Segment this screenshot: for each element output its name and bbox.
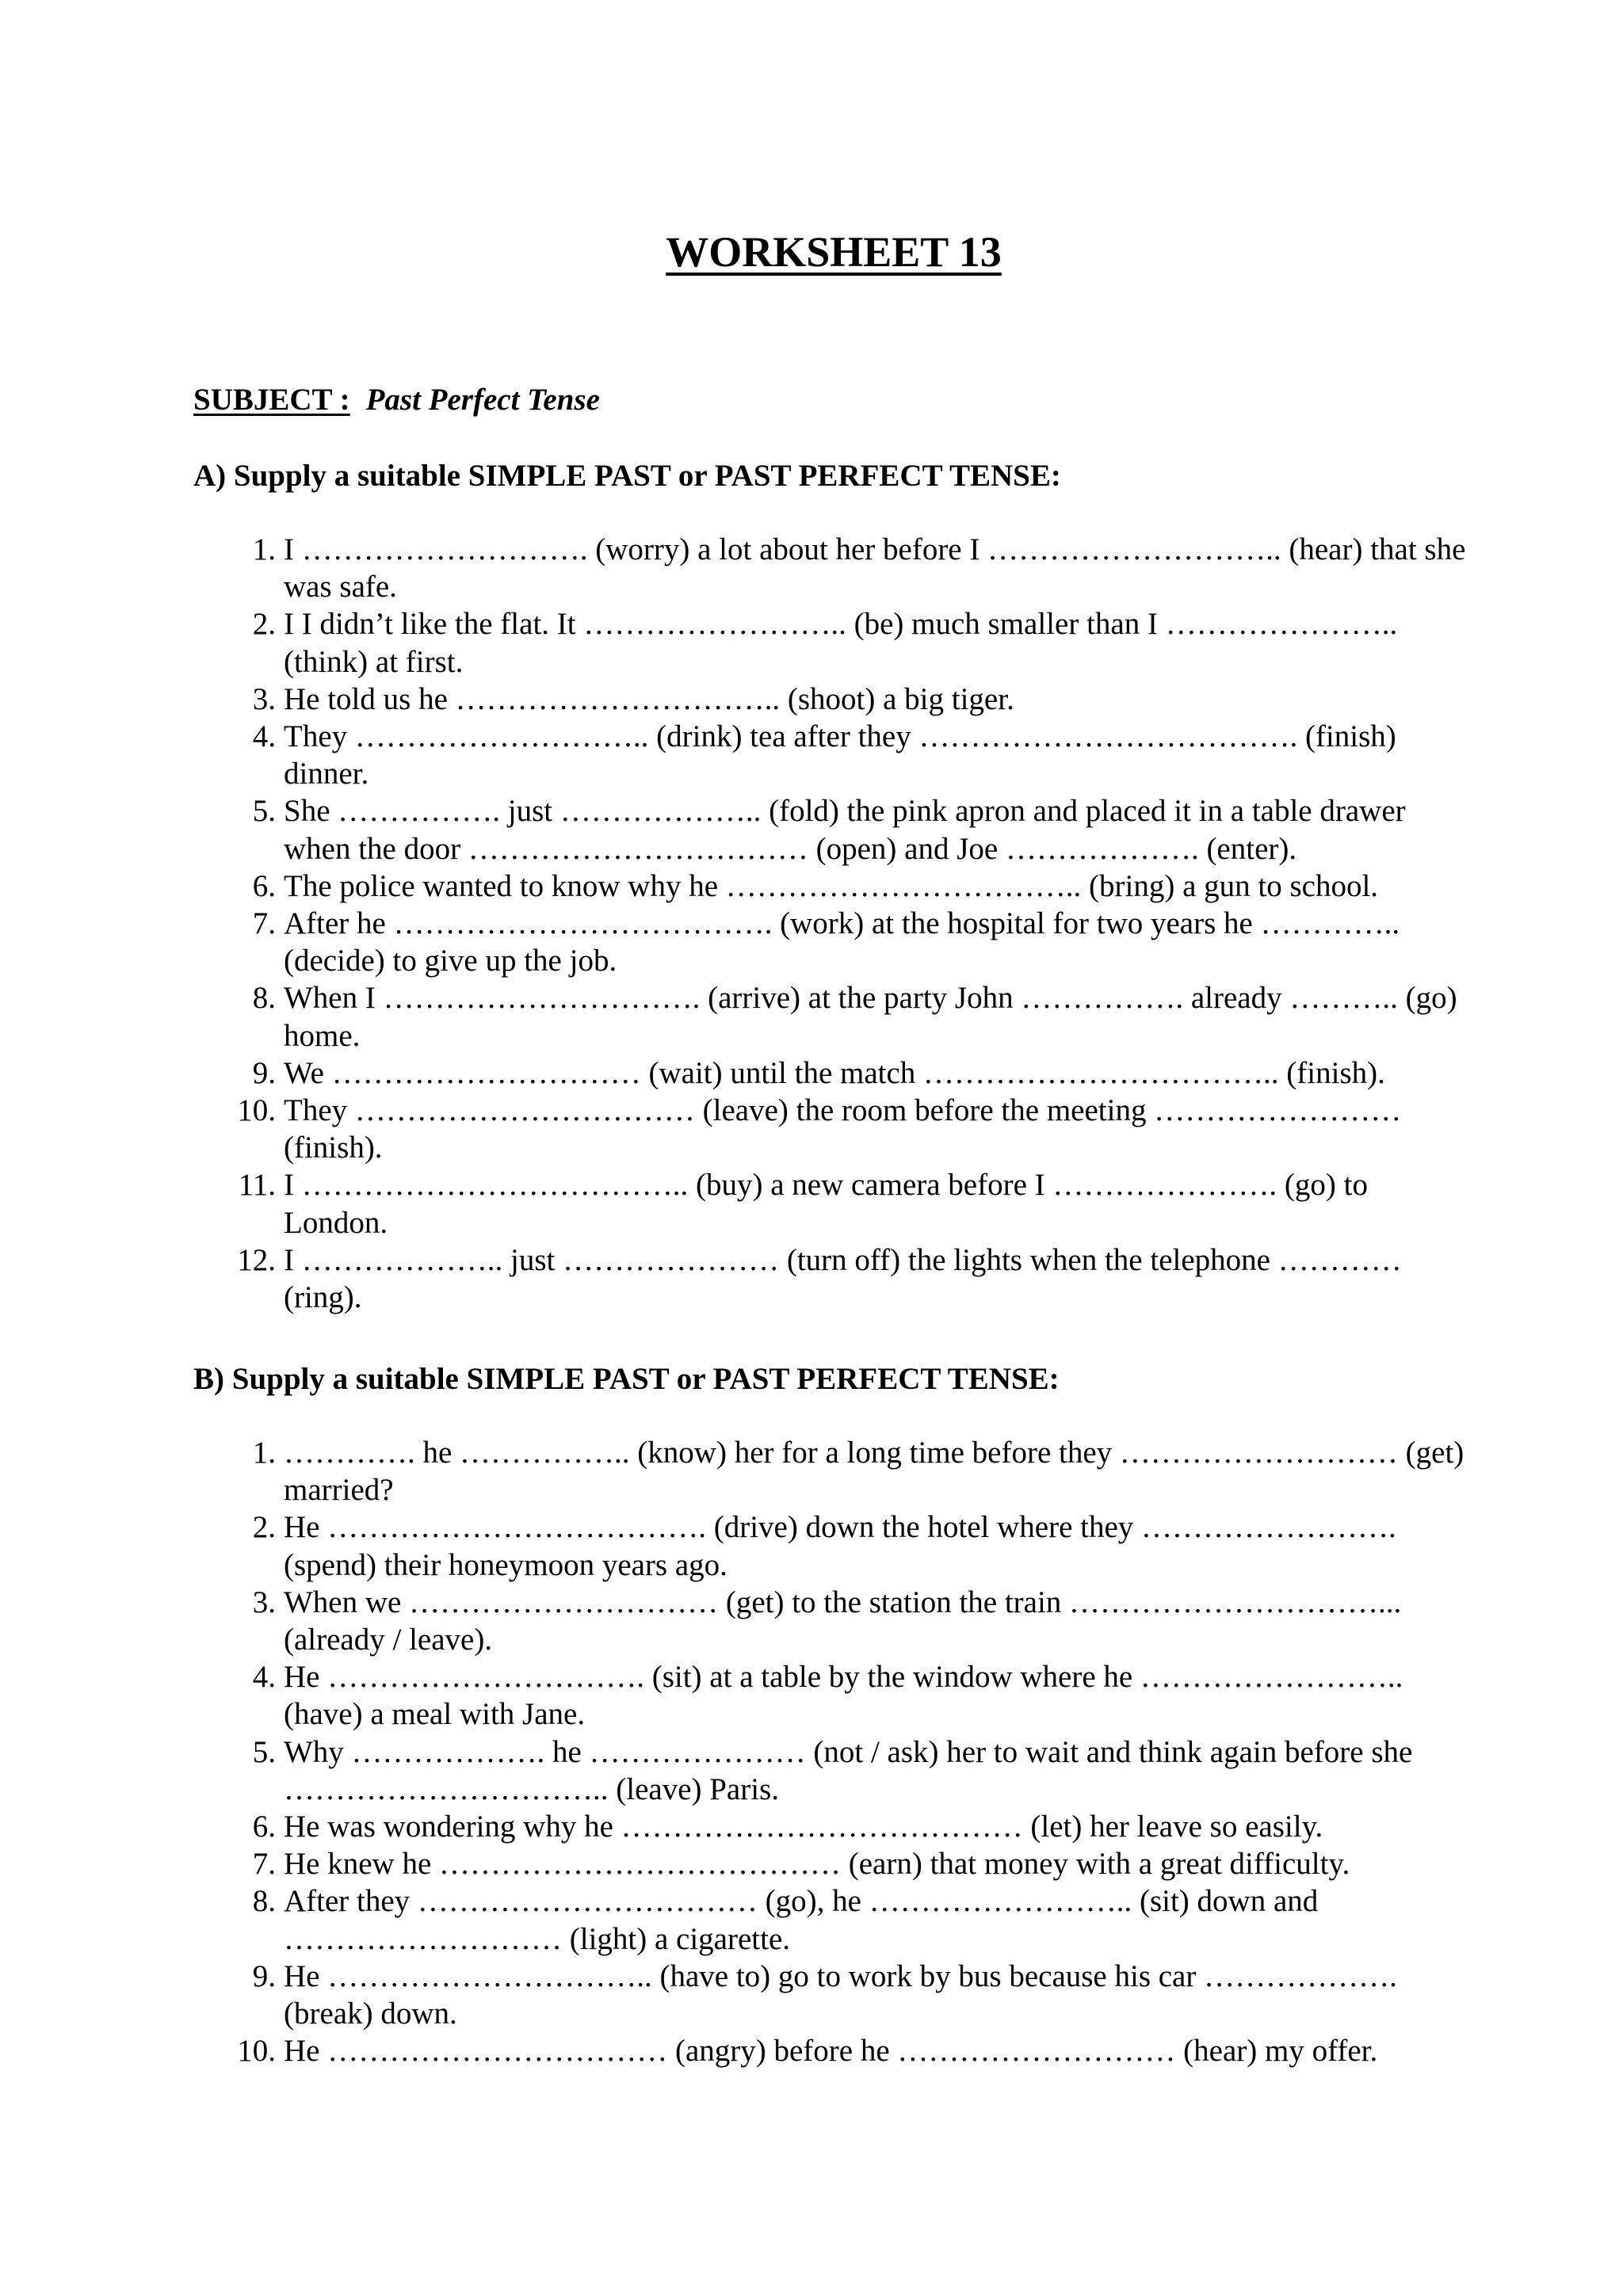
section-b-exercise-item (222, 1808, 1474, 1845)
exercise-number: 3. (252, 681, 276, 716)
section-a-exercise-list (222, 531, 1474, 1316)
exercise-text: After he ………………………………. (work) at the hospital for two years he ………….. (decide) to give up the job. (284, 906, 1400, 978)
exercise-number: 2. (252, 1510, 276, 1545)
exercise-text: Why ………………. he ………………… (not / ask) her to wait and think again before she ………………………….. (leave) Paris. (284, 1734, 1413, 1806)
section-b-exercise-item (222, 1845, 1474, 1882)
exercise-text: We ………………………… (wait) until the match …………………………….. (finish). (284, 1055, 1385, 1090)
exercise-text: The police wanted to know why he …………………………….. (bring) a gun to school. (284, 868, 1379, 903)
section-a-exercise-item (222, 1092, 1474, 1166)
exercise-text: He ………………………….. (have to) go to work by bus because his car ………………. (break) down. (284, 1958, 1397, 2031)
exercise-number: 8. (252, 1884, 276, 1919)
section-a-exercise-item (222, 905, 1474, 979)
section-a-exercise-item (222, 979, 1474, 1054)
exercise-text: I I didn’t like the flat. It …………………….. (be) much smaller than I ………………….. (think) at first. (284, 607, 1398, 679)
section-b-exercise-item (222, 1882, 1474, 1957)
section-a-exercise-item (222, 1055, 1474, 1092)
exercise-text: …………. he …………….. (know) her for a long time before they ……………………… (get) married? (284, 1436, 1465, 1508)
exercise-number: 1. (252, 532, 276, 566)
exercise-number: 6. (252, 868, 276, 903)
exercise-number: 6. (252, 1810, 276, 1844)
exercise-number: 1. (252, 1436, 276, 1470)
section-a-exercise-item (222, 1166, 1474, 1241)
exercise-text: I ………………………. (worry) a lot about her before I ……………………….. (hear) that she was safe. (284, 532, 1466, 605)
section-b-exercise-item (222, 1658, 1474, 1733)
section-a-exercise-item (222, 868, 1474, 905)
exercise-text: They …………………………… (leave) the room before the meeting …………………… (finish). (284, 1093, 1402, 1165)
exercise-number: 8. (252, 981, 276, 1016)
section-a-exercise-item (222, 531, 1474, 605)
exercise-number: 5. (252, 794, 276, 829)
exercise-text: When we ………………………… (get) to the station the train …………………………... (already / leave). (284, 1585, 1402, 1657)
section-b-exercise-list (222, 1434, 1474, 2069)
section-b-heading: B) Supply a suitable SIMPLE PAST or PAST PERFECT TENSE: (193, 1362, 1060, 1396)
exercise-text: I ……………………………….. (buy) a new camera before I …………………. (go) to London. (284, 1168, 1368, 1240)
section-a-exercise-item (222, 1241, 1474, 1316)
exercise-number: 3. (252, 1585, 276, 1619)
subject-line (193, 382, 600, 418)
section-b-exercise-item (222, 1733, 1474, 1808)
exercise-number: 11. (238, 1168, 276, 1203)
section-a-exercise-item (222, 792, 1474, 867)
exercise-number: 9. (252, 1958, 276, 1993)
exercise-text: He was wondering why he ………………………………… (let) her leave so easily. (284, 1810, 1323, 1844)
section-a-exercise-item (222, 681, 1474, 718)
exercise-number: 10. (237, 1093, 276, 1128)
section-b-exercise-item (222, 1958, 1474, 2032)
exercise-text: She ……………. just ……………….. (fold) the pink apron and placed it in a table drawer when the door …………………………… (open) and Joe ………………. (enter). (284, 794, 1406, 866)
exercise-text: I ……………….. just ………………… (turn off) the lights when the telephone ………… (ring). (284, 1242, 1402, 1315)
exercise-number: 7. (252, 1847, 276, 1882)
exercise-text: He told us he ………………………….. (shoot) a big tiger. (284, 681, 1014, 716)
exercise-text: They ……………………….. (drink) tea after they ………………………………. (finish) dinner. (284, 719, 1396, 791)
section-b-exercise-item (222, 1508, 1474, 1583)
exercise-number: 4. (252, 719, 276, 754)
exercise-number: 4. (252, 1660, 276, 1695)
exercise-number: 7. (252, 906, 276, 941)
worksheet-title: WORKSHEET 13 (666, 228, 1002, 276)
exercise-number: 5. (252, 1734, 276, 1769)
section-b-exercise-item (222, 1434, 1474, 1508)
exercise-number: 12. (237, 1242, 276, 1277)
section-b-exercise-item (222, 2032, 1474, 2069)
section-a-heading: A) Supply a suitable SIMPLE PAST or PAST PERFECT TENSE: (193, 459, 1061, 493)
section-b-exercise-item (222, 1584, 1474, 1658)
exercise-text: He …………………………. (sit) at a table by the window where he …………………….. (have) a meal with Jane. (284, 1660, 1403, 1732)
section-a-exercise-item (222, 605, 1474, 680)
exercise-number: 9. (252, 1055, 276, 1090)
exercise-text: He ………………………………. (drive) down the hotel where they ……………………. (spend) their honeymoon years ago. (284, 1510, 1396, 1582)
exercise-text: He …………………………… (angry) before he ……………………… (hear) my offer. (284, 2034, 1378, 2069)
section-a-exercise-item (222, 718, 1474, 792)
subject-label: SUBJECT : (193, 383, 350, 417)
subject-value: Past Perfect Tense (365, 383, 600, 417)
exercise-text: He knew he ………………………………… (earn) that money with a great difficulty. (284, 1847, 1350, 1882)
exercise-number: 10. (237, 2034, 276, 2069)
exercise-number: 2. (252, 607, 276, 642)
exercise-text: When I …………………………. (arrive) at the party John ……………. already ……….. (go) home. (284, 981, 1457, 1053)
exercise-text: After they …………………………… (go), he …………………….. (sit) down and ……………………… (light) a cigarette. (284, 1884, 1319, 1956)
